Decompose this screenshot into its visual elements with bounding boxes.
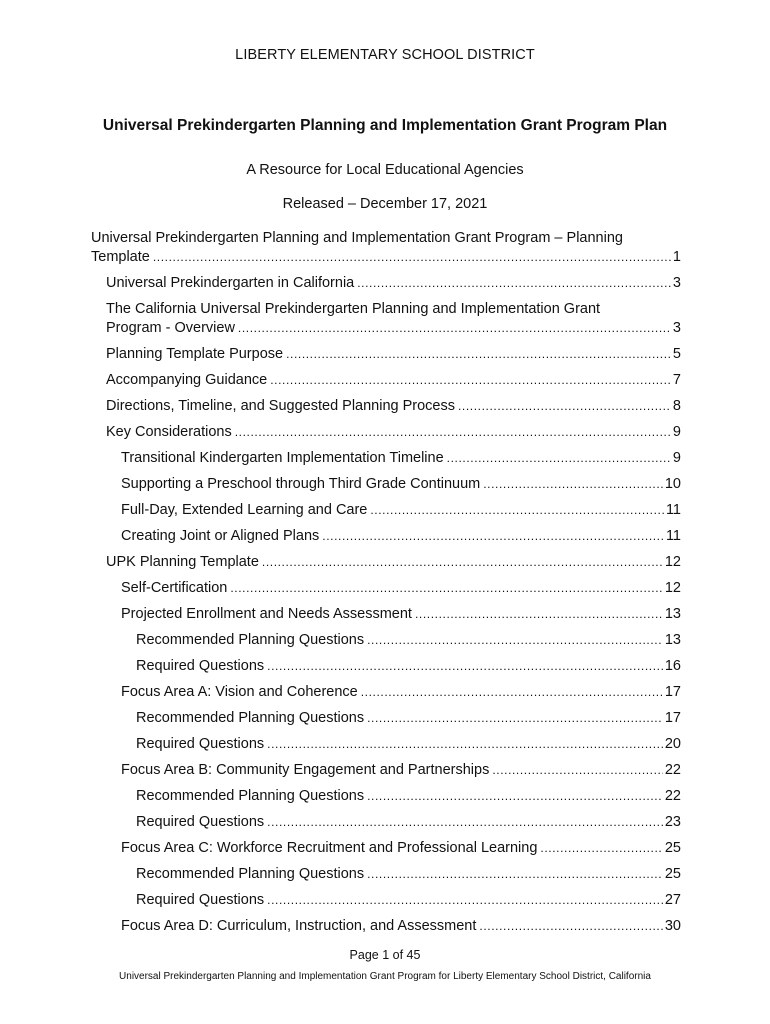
toc-leader-dots <box>479 917 662 936</box>
toc-entry[interactable] <box>106 423 681 442</box>
toc-page-number: 17 <box>664 710 681 726</box>
toc-entry-title: Focus Area B: Community Engagement and Partnerships <box>121 762 490 778</box>
toc-page-number: 11 <box>665 502 681 518</box>
toc-entry[interactable] <box>136 891 681 910</box>
toc-leader-dots <box>267 735 663 754</box>
toc-entry-title-line: The California Universal Prekindergarten Planning and Implementation Grant <box>106 301 601 317</box>
toc-entry-title: Focus Area C: Workforce Recruitment and Professional Learning <box>121 840 538 856</box>
page-footer: Universal Prekindergarten Planning and Implementation Grant Program for Liberty Elementary School District, California <box>119 971 651 982</box>
toc-entry-title: Transitional Kindergarten Implementation Timeline <box>121 450 444 466</box>
toc-entry[interactable] <box>121 839 681 858</box>
toc-entry[interactable] <box>106 345 681 364</box>
toc-leader-dots <box>367 631 663 650</box>
toc-entry[interactable] <box>121 917 681 936</box>
toc-entry-title: Projected Enrollment and Needs Assessment <box>121 606 412 622</box>
toc-entry-title: Required Questions <box>136 892 265 908</box>
toc-entry[interactable] <box>106 274 681 293</box>
toc-entry-title: UPK Planning Template <box>106 554 259 570</box>
toc-entry[interactable] <box>106 397 681 416</box>
toc-entry-title: Recommended Planning Questions <box>136 866 365 882</box>
toc-leader-dots <box>262 553 663 572</box>
toc-entry-title: Universal Prekindergarten in California <box>106 275 355 291</box>
toc-entry[interactable] <box>136 787 681 806</box>
toc-entry-title: Required Questions <box>136 736 265 752</box>
toc-page-number: 7 <box>672 372 681 388</box>
toc-entry-title-line: Universal Prekindergarten Planning and Implementation Grant Program – Planning <box>91 230 623 246</box>
toc-entry-title: Key Considerations <box>106 424 232 440</box>
toc-entry-title: Focus Area A: Vision and Coherence <box>121 684 358 700</box>
toc-page-number: 11 <box>665 528 681 544</box>
toc-leader-dots <box>483 475 663 494</box>
toc-page-number: 10 <box>664 476 681 492</box>
toc-leader-dots <box>367 709 663 728</box>
toc-entry-title: Planning Template Purpose <box>106 346 284 362</box>
toc-page-number: 30 <box>664 918 681 934</box>
toc-entry[interactable] <box>91 229 681 267</box>
toc-leader-dots <box>153 248 671 267</box>
toc-leader-dots <box>415 605 663 624</box>
toc-entry[interactable] <box>121 761 681 780</box>
toc-entry[interactable] <box>121 501 681 520</box>
toc-leader-dots <box>367 865 663 884</box>
table-of-contents <box>91 229 681 943</box>
toc-entry-title: Self-Certification <box>121 580 228 596</box>
toc-page-number: 20 <box>664 736 681 752</box>
toc-entry-title: Accompanying Guidance <box>106 372 268 388</box>
toc-page-number: 8 <box>672 398 681 414</box>
toc-leader-dots <box>235 423 671 442</box>
toc-leader-dots <box>458 397 671 416</box>
toc-page-number: 25 <box>664 840 681 856</box>
toc-entry[interactable] <box>106 553 681 572</box>
toc-leader-dots <box>540 839 662 858</box>
district-header: LIBERTY ELEMENTARY SCHOOL DISTRICT <box>235 47 535 63</box>
document-subtitle: A Resource for Local Educational Agencies <box>246 162 524 178</box>
release-date: Released – December 17, 2021 <box>282 196 488 212</box>
toc-entry-title: Recommended Planning Questions <box>136 632 365 648</box>
toc-leader-dots <box>357 274 671 293</box>
toc-leader-dots <box>230 579 662 598</box>
toc-leader-dots <box>267 657 663 676</box>
toc-entry[interactable] <box>136 709 681 728</box>
toc-entry-title: Focus Area D: Curriculum, Instruction, and Assessment <box>121 918 477 934</box>
toc-entry[interactable] <box>121 449 681 468</box>
toc-entry[interactable] <box>136 735 681 754</box>
toc-entry-title: Creating Joint or Aligned Plans <box>121 528 320 544</box>
page-number: Page 1 of 45 <box>349 948 421 962</box>
toc-entry[interactable] <box>121 475 681 494</box>
toc-entry[interactable] <box>136 813 681 832</box>
toc-leader-dots <box>286 345 671 364</box>
toc-entry[interactable] <box>121 579 681 598</box>
toc-page-number: 17 <box>664 684 681 700</box>
toc-entry-title: Full-Day, Extended Learning and Care <box>121 502 368 518</box>
toc-leader-dots <box>267 891 663 910</box>
toc-leader-dots <box>267 813 663 832</box>
toc-entry-title: Program - Overview <box>106 320 235 336</box>
toc-page-number: 12 <box>664 580 681 596</box>
toc-entry[interactable] <box>121 605 681 624</box>
toc-entry[interactable] <box>106 371 681 390</box>
toc-entry[interactable] <box>121 527 681 546</box>
toc-entry-title: Template <box>91 249 150 265</box>
toc-page-number: 1 <box>672 249 681 265</box>
toc-entry-title: Recommended Planning Questions <box>136 788 365 804</box>
toc-leader-dots <box>492 761 663 780</box>
toc-entry[interactable] <box>136 865 681 884</box>
toc-page-number: 3 <box>672 275 681 291</box>
document-title: Universal Prekindergarten Planning and Implementation Grant Program Plan <box>102 117 668 134</box>
toc-leader-dots <box>447 449 671 468</box>
toc-entry-title: Required Questions <box>136 814 265 830</box>
toc-page-number: 23 <box>664 814 681 830</box>
toc-leader-dots <box>367 787 663 806</box>
toc-page-number: 16 <box>664 658 681 674</box>
toc-entry-title: Required Questions <box>136 658 265 674</box>
toc-entry-title: Recommended Planning Questions <box>136 710 365 726</box>
toc-leader-dots <box>238 319 671 338</box>
toc-page-number: 9 <box>672 424 681 440</box>
toc-page-number: 9 <box>672 450 681 466</box>
toc-page-number: 5 <box>672 346 681 362</box>
toc-page-number: 22 <box>664 762 681 778</box>
toc-leader-dots <box>322 527 664 546</box>
toc-page-number: 22 <box>664 788 681 804</box>
toc-leader-dots <box>361 683 663 702</box>
toc-entry[interactable] <box>136 631 681 650</box>
toc-page-number: 25 <box>664 866 681 882</box>
toc-page-number: 27 <box>664 892 681 908</box>
toc-leader-dots <box>270 371 671 390</box>
toc-entry[interactable] <box>136 657 681 676</box>
toc-entry-title: Directions, Timeline, and Suggested Planning Process <box>106 398 455 414</box>
toc-page-number: 13 <box>664 632 681 648</box>
toc-page-number: 12 <box>664 554 681 570</box>
toc-entry[interactable] <box>121 683 681 702</box>
toc-page-number: 3 <box>672 320 681 336</box>
toc-leader-dots <box>370 501 664 520</box>
toc-entry[interactable] <box>106 300 681 338</box>
toc-page-number: 13 <box>664 606 681 622</box>
toc-entry-title: Supporting a Preschool through Third Grade Continuum <box>121 476 481 492</box>
